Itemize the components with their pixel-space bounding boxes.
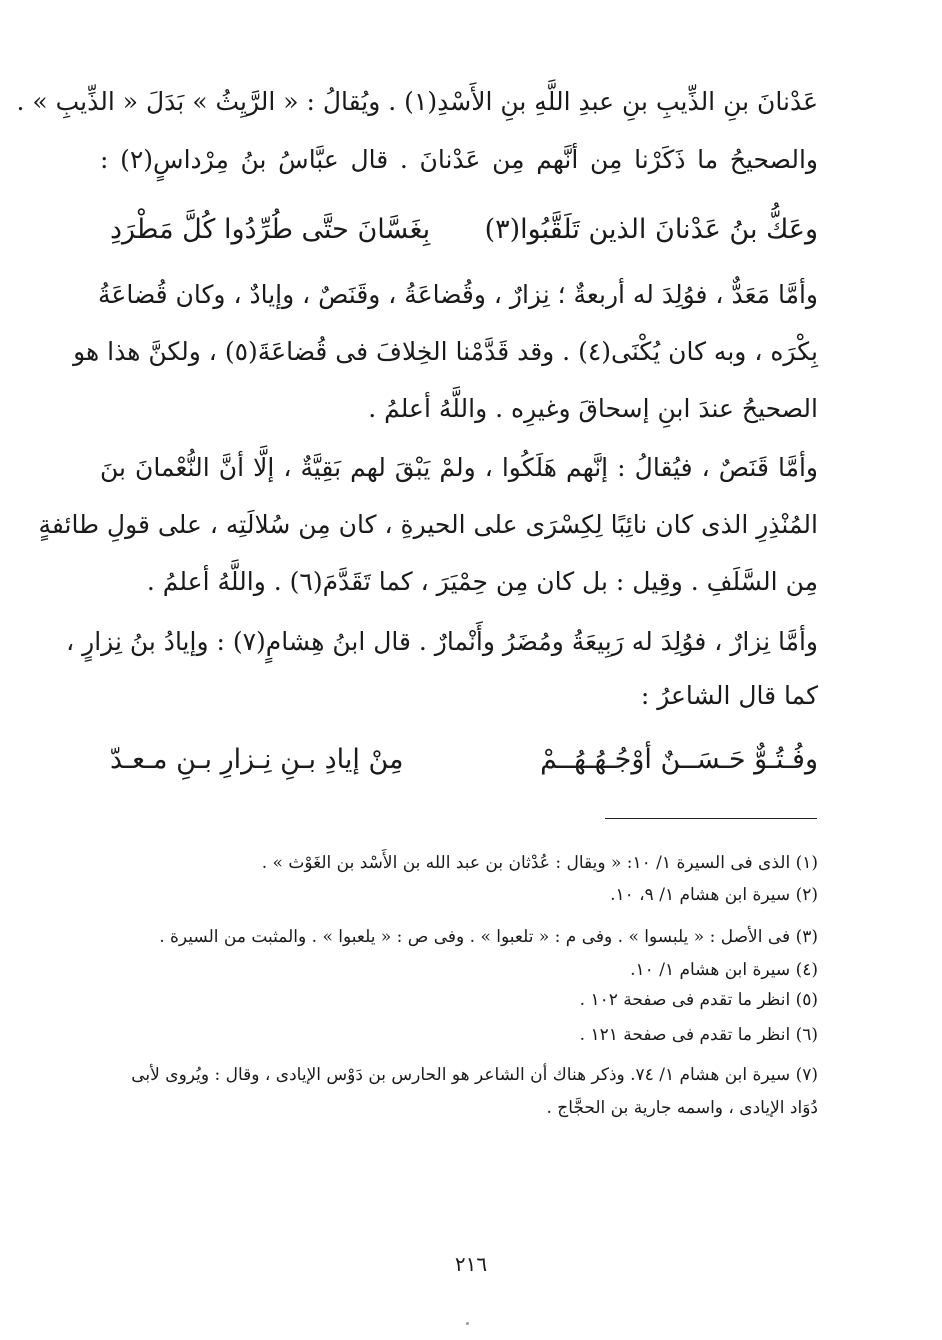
- scan-speck: [466, 1322, 469, 1325]
- footnote: (١) الذى فى السيرة ١/ ١٠: « ويقال : عُدْثان بن عبد الله بن الأَسْد بن الغَوْث » .: [261, 853, 818, 873]
- body-line: مِن السَّلَفِ . وقِيل : بل كان مِن حِمْيَرَ ، كما تَقَدَّمَ(٦) . واللَّهُ أعلمُ .: [146, 567, 818, 596]
- body-line: المُنْذِرِ الذى كان نائِبًا لِكِسْرَى على الحيرةِ ، كان مِن سُلالَتِه ، على قولِ طائفةٍ: [38, 510, 818, 539]
- footnote-separator: [605, 818, 817, 819]
- footnote: (٧) سيرة ابن هشام ١/ ٧٤. وذكر هناك أن الشاعر هو الحارس بن دَوْس الإيادى ، وقال : ويُروى لأبى: [131, 1065, 818, 1085]
- footnote: (٦) انظر ما تقدم فى صفحة ١٢١ .: [579, 1025, 818, 1045]
- verse-first-hemistich: وفُـتُـوٌّ حَـسَــنٌ أوْجُـهُـهُــمْ: [540, 744, 818, 775]
- footnote: (٣) فى الأصل : « يلبسوا » . وفى م : « تلعبوا » . وفى ص : « يلعبوا » . والمثبت من السيرة .: [159, 927, 818, 947]
- footnote: (٢) سيرة ابن هشام ١/ ٩، ١٠.: [610, 885, 818, 905]
- body-line: والصحيحُ ما ذَكَرْنا مِن أنَّهم مِن عَدْنانَ . قال عبَّاسُ بنُ مِرْداسٍ(٢) :: [100, 145, 818, 174]
- footnote: (٥) انظر ما تقدم فى صفحة ١٠٢ .: [579, 990, 818, 1010]
- poetry-verse: [110, 735, 818, 785]
- body-line: وأمَّا قَنَصٌ ، فيُقالُ : إنَّهم هَلَكُوا ، ولمْ يَبْقَ لهم بَقِيَّةٌ ، إلَّا أنَّ النُّعْمانَ بنَ: [100, 453, 818, 482]
- footnote: دُوَاد الإيادى ، واسمه جارية بن الحجَّاج .: [546, 1098, 818, 1118]
- body-line: وأمَّا نِزارٌ ، فوُلِدَ له رَبِيعَةُ ومُضَرُ وأَنْمارٌ . قال ابنُ هِشامٍ(٧) : وإيادُ بنُ نِزارٍ ،: [66, 627, 818, 656]
- verse-second-hemistich: مِنْ إيادِ بـنِ نِـزارِ بـنِ مـعـدّ: [110, 744, 404, 775]
- poetry-verse: [110, 205, 818, 255]
- footnote: (٤) سيرة ابن هشام ١/ ١٠.: [630, 960, 818, 980]
- body-line: الصحيحُ عندَ ابنِ إسحاقَ وغيرِه . واللَّهُ أعلمُ .: [368, 394, 818, 423]
- page-number: ٢١٦: [454, 1252, 488, 1276]
- body-line: وأمَّا مَعَدٌّ ، فوُلِدَ له أربعةٌ ؛ نِزارٌ ، وقُضاعَةُ ، وقَنَصٌ ، وإيادٌ ، وكان قُضاعَةُ: [98, 280, 818, 309]
- verse-second-hemistich: بِغَسَّانَ حتَّى طُرِّدُوا كُلَّ مَطْرَدِ: [110, 214, 431, 245]
- body-line: عَدْنانَ بنِ الذِّيبِ بنِ عبدِ اللَّهِ بنِ الأَسْدِ(١) . ويُقالُ : « الرَّيِثُ » بَدَلَ « الذِّيبِ » .: [16, 87, 818, 116]
- verse-first-hemistich: وعَكُّ بنُ عَدْنانَ الذين تَلَقَّبُوا(٣): [484, 214, 818, 245]
- body-line: كما قال الشاعرُ :: [640, 681, 818, 710]
- body-line: بِكْرَه ، وبه كان يُكْنَى(٤) . وقد قَدَّمْنا الخِلافَ فى قُضاعَةَ(٥) ، ولكنَّ هذا هو: [73, 337, 818, 366]
